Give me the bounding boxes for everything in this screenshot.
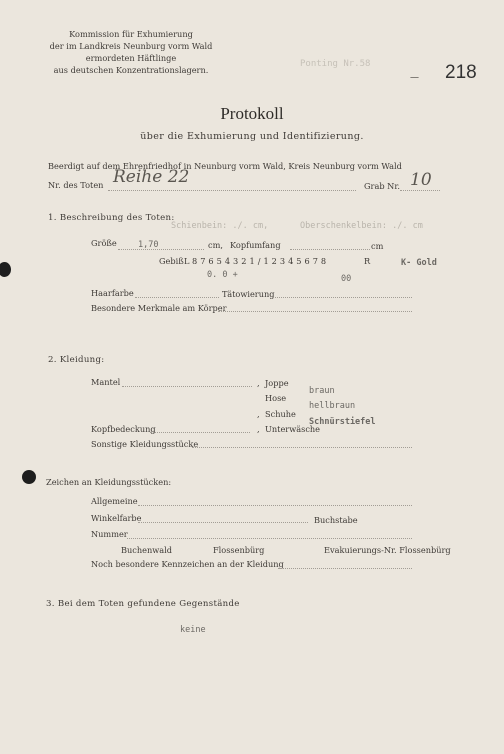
commission-header <box>40 28 222 76</box>
cm-label: cm <box>371 241 384 251</box>
number-label: Nummer <box>91 529 128 539</box>
height-value: 1,70 <box>138 240 159 250</box>
comma: , <box>257 378 260 388</box>
general-label: Allgemeine <box>91 496 138 506</box>
header-line: der im Landkreis Neunburg vorm Wald <box>49 41 213 51</box>
other-clothing-label: Sonstige Kleidungsstücke <box>91 439 199 449</box>
comma: , <box>257 409 260 419</box>
grave-number-label: Grab Nr. <box>364 181 400 191</box>
coat-label: Mantel <box>91 377 121 387</box>
section-3-heading: 3. Bei dem Toten gefundene Gegenstände <box>46 599 240 609</box>
teeth-chart: 8 7 6 5 4 3 2 1 / 1 2 3 4 5 6 7 8 <box>192 256 327 266</box>
teeth-right-marker: R <box>364 256 371 266</box>
teeth-note: K- Gold <box>401 258 437 268</box>
dead-number-label: Nr. des Toten <box>48 180 104 190</box>
comma: , <box>257 424 260 434</box>
section-2-heading: 2. Kleidung: <box>48 355 105 365</box>
teeth-label: Gebiß <box>159 256 184 266</box>
special-marks-label: Besondere Merkmale am Körper <box>91 303 227 313</box>
head-size-label: Kopfumfang <box>230 240 281 250</box>
grave-number-value: 10 <box>410 170 432 190</box>
burial-place: Beerdigt auf dem Ehrenfriedhof in Neunburg vorm Wald, Kreis Neunburg vorm Wald <box>48 161 402 171</box>
shoes-value: Schnürstiefel <box>309 417 376 427</box>
typed-thigh-bone: Oberschenkelbein: ./. cm <box>300 221 423 231</box>
shoes-label: Schuhe <box>265 409 296 419</box>
evacuation-number-label: Evakuierungs-Nr. Flossenbürg <box>324 545 451 555</box>
jacket-label: Joppe <box>265 378 289 388</box>
other-marks-label: Noch besondere Kennzeichen an der Kleidung <box>91 559 284 569</box>
section-1-heading: 1. Beschreibung des Toten: <box>48 213 175 223</box>
jacket-value: braun <box>309 386 335 396</box>
page-subtitle: über die Exhumierung und Identifizierung. <box>140 131 364 142</box>
teeth-left-marker: L <box>184 256 190 266</box>
typed-shin-bone: Schienbein: ./. cm, <box>171 221 269 231</box>
cm-label: cm, <box>208 240 223 250</box>
clothing-marks-heading: Zeichen an Kleidungsstücken: <box>46 477 172 487</box>
teeth-lower-left: 0. 0 + <box>207 270 238 280</box>
header-line: aus deutschen Konzentrationslagern. <box>53 65 209 75</box>
dead-number-value: Reihe 22 <box>113 167 190 187</box>
header-line: Kommission für Exhumierung <box>69 29 193 39</box>
header-line: ermordeten Häftlinge <box>85 53 177 63</box>
headwear-label: Kopfbedeckung <box>91 424 156 434</box>
buchenwald-label: Buchenwald <box>121 545 173 555</box>
hair-color-label: Haarfarbe <box>91 288 134 298</box>
page-dash: — <box>410 73 419 83</box>
page-title: Protokoll <box>220 104 284 123</box>
found-items-value: keine <box>180 625 206 635</box>
flossenburg-label: Flossenbürg <box>213 545 265 555</box>
height-label: Größe <box>91 238 117 248</box>
trousers-value: hellbraun <box>309 401 356 411</box>
letter-label: Buchstabe <box>314 515 358 525</box>
archive-stamp: Ponting Nr.58 <box>300 59 371 69</box>
page-number: 218 <box>445 62 477 83</box>
underwear-label: Unterwäsche <box>265 424 321 434</box>
angle-color-label: Winkelfarbe <box>91 513 142 523</box>
trousers-label: Hose <box>265 393 287 403</box>
punch-hole-bottom <box>22 470 36 484</box>
tattoo-label: Tätowierung <box>222 289 275 299</box>
teeth-lower-right: 00 <box>341 274 352 284</box>
punch-hole-top <box>0 262 11 277</box>
